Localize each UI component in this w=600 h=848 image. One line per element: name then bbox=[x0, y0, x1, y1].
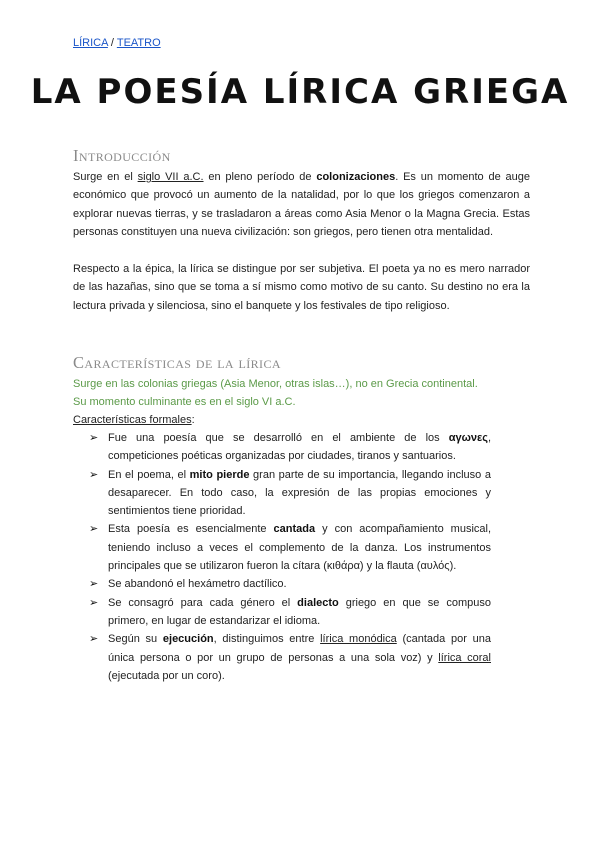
list-item bbox=[89, 429, 491, 466]
underlined-text: Características formales bbox=[73, 414, 192, 426]
underlined-text: siglo VII a.C. bbox=[137, 171, 204, 183]
list-item bbox=[89, 466, 491, 521]
list-item bbox=[89, 594, 491, 631]
text: (cantada por una única persona o por un grupo de personas a una sola voz) y bbox=[108, 633, 491, 664]
underlined-text: lírica monódica bbox=[320, 633, 397, 646]
green-note-2: Su momento culminante es en el siglo VI a.C. bbox=[73, 396, 296, 408]
text: en pleno período de bbox=[203, 171, 317, 183]
arrow-bullet-icon: ➢ bbox=[89, 596, 99, 609]
intro-paragraph-2: Respecto a la épica, la lírica se distingue por ser subjetiva. El poeta ya no es mero narrador de las hazañas, sino que se toma a sí mismo como motivo de su canto. Su destino no era la lectura privada y silenciosa, sino el banquete y los festivales de tipo religioso. bbox=[73, 263, 530, 312]
green-note-1: Surge en las colonias griegas (Asia Menor, otras islas…), no en Grecia continental. bbox=[73, 378, 478, 390]
arrow-bullet-icon: ➢ bbox=[89, 633, 99, 646]
bold-text: ejecución bbox=[162, 633, 214, 646]
text: , distinguimos entre bbox=[213, 633, 321, 646]
list-item bbox=[89, 575, 491, 593]
list-item bbox=[89, 520, 491, 575]
breadcrumb bbox=[73, 37, 161, 49]
bold-text: cantada bbox=[273, 523, 316, 536]
arrow-bullet-icon: ➢ bbox=[89, 468, 99, 481]
text: (ejecutada por un coro). bbox=[108, 669, 225, 682]
text: Según su bbox=[108, 633, 163, 646]
bold-text: αγωνες bbox=[448, 432, 488, 444]
arrow-bullet-icon: ➢ bbox=[89, 523, 99, 536]
characteristics-list bbox=[89, 429, 491, 685]
underlined-text: lírica coral bbox=[438, 651, 491, 664]
breadcrumb-link-lirica[interactable]: LÍRICA bbox=[73, 37, 108, 49]
section-heading-caracteristicas: Características de la lírica bbox=[73, 353, 281, 372]
text: Se consagró para cada género el bbox=[108, 596, 298, 609]
formal-characteristics-label bbox=[73, 411, 530, 429]
arrow-bullet-icon: ➢ bbox=[89, 578, 99, 591]
text: gran parte de su importancia, llegando incluso a desaparecer. En todo caso, la expresión de las propias emociones y sentimientos tiene prioridad. bbox=[108, 468, 491, 518]
text: . Es un momento de auge económico que provocó un aumento de la natalidad, por lo que los griegos comenzaron a explorar nuevas tierras, y se trasladaron a áreas como Asia Menor o la Magna Grecia. Estas personas constituyen una nueva civilización: son griegos, pero tienen otra mentalidad. bbox=[73, 171, 531, 238]
text: , competiciones poéticas organizadas por ciudades, tiranos y santuarios. bbox=[108, 432, 491, 463]
section-heading-introduccion: Introducción bbox=[73, 146, 171, 165]
page-title: LA POESÍA LÍRICA GRIEGA bbox=[30, 72, 570, 112]
text: Se abandonó el hexámetro dactílico. bbox=[108, 578, 287, 591]
bold-text: dialecto bbox=[297, 596, 339, 609]
text: Esta poesía es esencialmente bbox=[108, 523, 274, 536]
text: : bbox=[191, 414, 195, 426]
breadcrumb-separator: / bbox=[107, 37, 117, 49]
arrow-bullet-icon: ➢ bbox=[89, 432, 99, 444]
intro-paragraph-1 bbox=[73, 168, 530, 241]
breadcrumb-link-teatro[interactable]: TEATRO bbox=[116, 37, 161, 49]
text: griego en que se compuso primero, en lugar de estandarizar el idioma. bbox=[108, 596, 491, 627]
text: y con acompañamiento musical, teniendo incluso a veces el complemento de la danza. Los instrumentos principales que se utilizaron fueron la cítara (κιθάρα) y la flauta (αυλός). bbox=[108, 523, 492, 573]
text: En el poema, el bbox=[108, 468, 190, 481]
bold-text: mito pierde bbox=[189, 468, 250, 481]
bold-text: colonizaciones bbox=[316, 171, 396, 183]
text: Fue una poesía que se desarrolló en el ambiente de los bbox=[108, 432, 449, 444]
text: Surge en el bbox=[73, 171, 138, 183]
list-item bbox=[89, 630, 491, 685]
